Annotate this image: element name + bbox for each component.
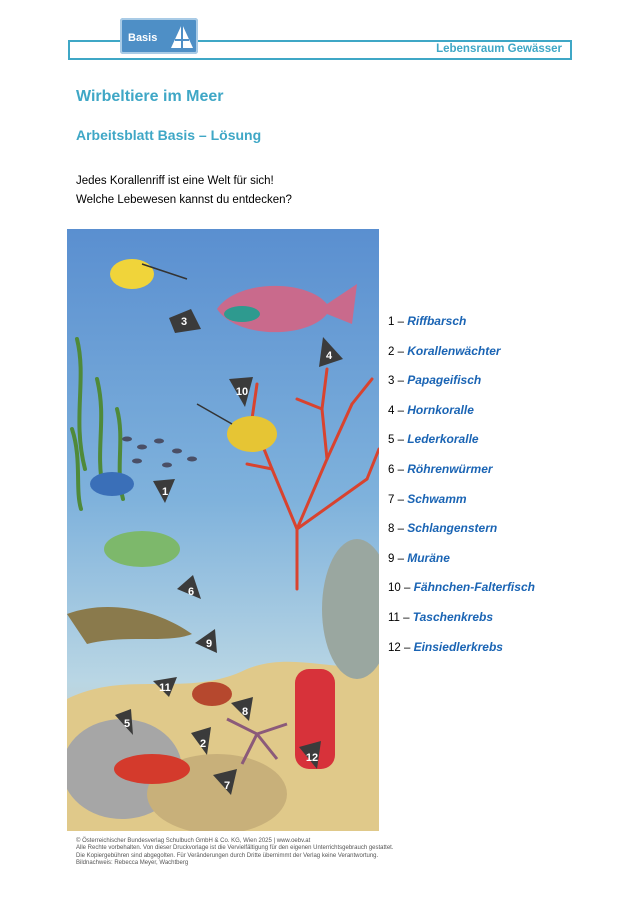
reef-svg (67, 229, 379, 831)
list-item (388, 492, 535, 522)
hawkfish (114, 754, 190, 784)
answer-number: 11 – (388, 611, 410, 624)
answer-number: 12 – (388, 641, 411, 654)
answer-name: Hornkoralle (407, 402, 474, 417)
marker-label: 11 (159, 682, 171, 694)
answer-name: Korallenwächter (407, 343, 501, 358)
marker-label: 1 (161, 486, 169, 498)
answer-number: 10 – (388, 582, 411, 595)
answer-name: Muräne (407, 550, 450, 565)
footer-line: Die Kopiergebühren sind abgegolten. Für Veränderungen durch Dritte übernimmt der Verlag keine Verantwortung. (76, 852, 379, 859)
marker-label: 2 (199, 738, 207, 750)
intro-line: Welche Lebewesen kannst du entdecken? (76, 194, 292, 206)
answer-name: Papageifisch (407, 373, 482, 388)
list-item (388, 640, 535, 670)
answer-number: 7 – (388, 493, 404, 506)
list-item (388, 610, 535, 640)
answer-number: 8 – (388, 523, 404, 536)
marker-label: 7 (223, 780, 231, 792)
marker-label: 3 (180, 316, 188, 328)
answer-number: 4 – (388, 404, 404, 417)
marker-label: 12 (305, 752, 319, 764)
answer-name: Fähnchen-Falterfisch (413, 580, 535, 595)
answer-number: 1 – (388, 316, 404, 328)
basis-logo (120, 18, 198, 54)
answer-name: Einsiedlerkrebs (413, 639, 503, 654)
list-item (388, 462, 535, 492)
list-item (388, 521, 535, 551)
intro-text (76, 172, 292, 210)
coral-reef-illustration (67, 229, 379, 831)
list-item (388, 344, 535, 374)
footer-line: Alle Rechte vorbehalten. Von dieser Druckvorlage ist die Vervielfältigung für den eigenen Unterrichtsgebrauch gestattet. (76, 845, 394, 852)
damselfish (90, 472, 134, 496)
parrotfish-head (224, 306, 260, 322)
wrasse (104, 531, 180, 567)
marker-label: 10 (235, 386, 249, 398)
answer-name: Lederkoralle (407, 432, 479, 447)
list-item (388, 314, 535, 344)
list-item (388, 373, 535, 403)
intro-line: Jedes Korallenriff ist eine Welt für sich! (76, 175, 274, 187)
answer-name: Taschenkrebs (412, 609, 493, 624)
section-title: Lebensraum Gewässer (436, 43, 562, 55)
footer-line: © Österreichischer Bundesverlag Schulbuch GmbH & Co. KG, Wien 2025 | www.oebv.at (76, 838, 311, 844)
pennant-butterflyfish (227, 416, 277, 452)
triangle-logo-icon (170, 22, 194, 50)
page-title: Wirbeltiere im Meer (76, 88, 224, 105)
answer-number: 9 – (388, 552, 404, 565)
answer-number: 2 – (388, 345, 404, 358)
list-item (388, 580, 535, 610)
list-item (388, 551, 535, 581)
answer-name: Röhrenwürmer (407, 461, 493, 476)
crab (192, 682, 232, 706)
answer-name: Schwamm (407, 491, 467, 506)
answer-list (388, 314, 535, 669)
marker-label: 9 (205, 638, 213, 650)
list-item (388, 403, 535, 433)
answer-name: Riffbarsch (407, 314, 467, 328)
marker-label: 6 (187, 586, 195, 598)
list-item (388, 432, 535, 462)
footer (76, 838, 394, 868)
marker-label: 5 (123, 718, 131, 730)
answer-number: 6 – (388, 463, 404, 476)
answer-name: Schlangenstern (407, 521, 498, 536)
logo-text: Basis (128, 32, 158, 44)
answer-number: 3 – (388, 375, 404, 388)
page-subtitle: Arbeitsblatt Basis – Lösung (76, 127, 262, 143)
answer-number: 5 – (388, 434, 404, 447)
butterflyfish (110, 259, 154, 289)
footer-line: Bildnachweis: Rebecca Meyer, Wachtberg (76, 860, 189, 867)
marker-label: 8 (241, 706, 249, 718)
marker-label: 4 (325, 350, 333, 362)
